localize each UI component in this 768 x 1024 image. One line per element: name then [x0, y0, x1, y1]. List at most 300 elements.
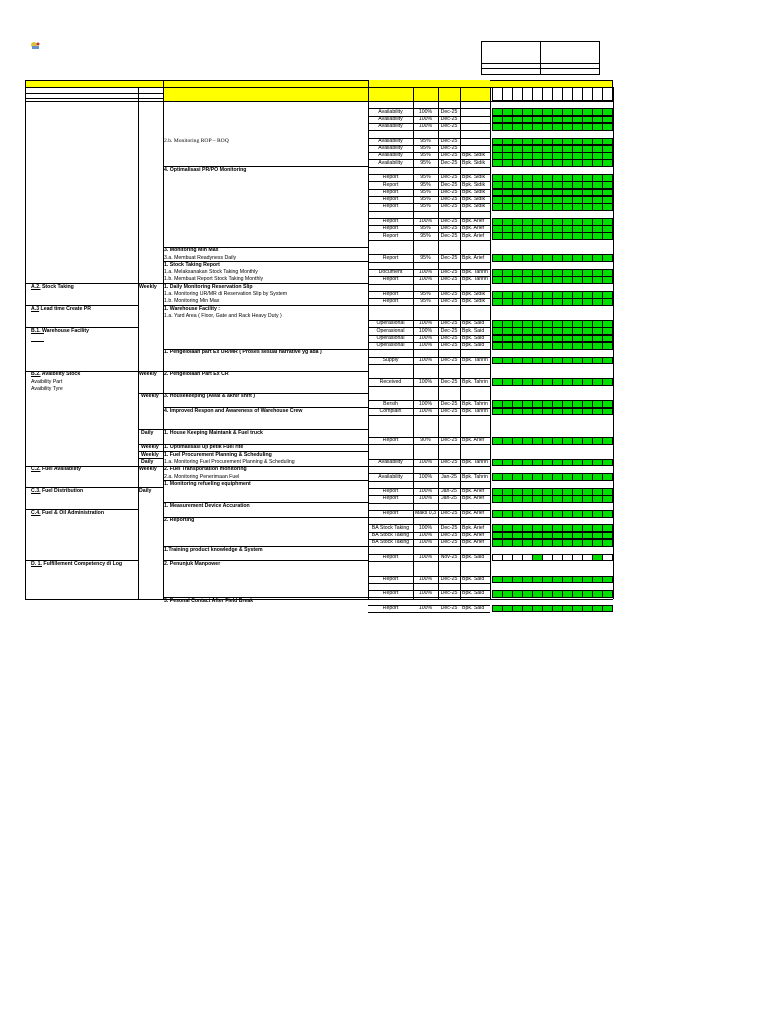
frequency-label: Weekly [141, 444, 159, 451]
task-label: 1. Warehouse Facility : [164, 305, 221, 312]
frequency-rule [138, 487, 163, 488]
marker-dash [31, 341, 44, 342]
group-rule [25, 283, 138, 284]
kpi-target: 100% [418, 123, 433, 130]
kpi-measure: Report [382, 232, 399, 239]
kpi-pic: Bpk. Tahrin [462, 276, 488, 283]
group-title: Fuel Availability [40, 466, 82, 473]
kpi-target: 95% [420, 137, 431, 144]
kpi-measure: Availability [378, 159, 403, 166]
kpi-pic: Bpk. Sidik [462, 174, 486, 181]
kpi-measure: Report [382, 181, 399, 188]
kpi-measure: Document [378, 269, 403, 276]
kpi-target: 100% [418, 473, 433, 480]
task-label: 2.a. Monitoring Penerimaan Fuel [164, 473, 240, 480]
group-rule [25, 371, 138, 372]
frequency-rule [138, 444, 163, 445]
kpi-measure: Report [382, 203, 399, 210]
schedule-cell-done [602, 159, 613, 167]
kpi-rule [368, 597, 490, 598]
kpi-measure: BA Stock Taking [371, 524, 410, 531]
group-title: Stock Taking [40, 283, 74, 290]
group-title: Fuel & Oil Administration [40, 510, 105, 516]
group-label [31, 284, 74, 291]
frequency-label: Daily [141, 458, 154, 465]
frequency-rule [138, 371, 163, 372]
kpi-pic: Bpk. Said [462, 590, 485, 597]
group-rule [25, 327, 138, 328]
kpi-rule [368, 167, 490, 168]
schedule-cell-done [602, 590, 613, 598]
kpi-pic: Bpk. Sidik [462, 203, 486, 210]
kpi-due-date: Dec-25 [440, 152, 458, 159]
kpi-pic: Bpk. Sidik [462, 188, 486, 195]
kpi-measure: Operasional [376, 342, 405, 349]
kpi-rule [368, 211, 490, 212]
task-label: 1. House Keeping Maintank & Fuel truck [164, 429, 263, 436]
kpi-pic: Bpk. Said [462, 575, 485, 582]
kpi-due-date: Dec-25 [440, 291, 458, 297]
frequency-label: Daily [141, 429, 154, 436]
kpi-rule [368, 364, 490, 365]
task-label: 2. Fuel Transportation monitoring [164, 466, 247, 473]
schedule-cell-done [602, 459, 613, 467]
frequency-label: Weekly [139, 283, 157, 290]
schedule-header-cell [602, 87, 613, 101]
kpi-target: 100% [418, 108, 433, 115]
task-rule [163, 429, 368, 430]
task-label: 1.b. Membuat Report Stock Taking Monthly [164, 276, 264, 283]
kpi-pic: Bpk. Tahrin [462, 458, 488, 465]
kpi-target: 95% [420, 181, 431, 188]
kpi-pic: Bpk. Sidik [462, 152, 486, 159]
task-label: 1. Fuel Procurement Planning & Scheduling [164, 451, 272, 458]
kpi-pic: Bpk. Sidik [462, 159, 486, 166]
task-rule [163, 261, 368, 262]
group-title: Fulfillement Competency di Log [41, 561, 123, 568]
schedule-cell-done [602, 203, 613, 211]
kpi-target: 95% [420, 291, 431, 297]
schedule-cell-done [602, 539, 613, 547]
schedule-cell-done [602, 254, 613, 262]
kpi-rule [368, 583, 490, 584]
task-rule [163, 393, 368, 394]
kpi-due-date: Dec-25 [440, 407, 458, 414]
kpi-due-date: Dec-25 [440, 531, 458, 538]
kpi-rule [368, 561, 490, 562]
group-title: Warehouse Facility [40, 327, 90, 334]
kpi-due-date: Dec-25 [440, 123, 458, 130]
kpi-target: 100% [418, 575, 433, 582]
kpi-measure: Availability [378, 115, 403, 122]
frequency-rule [138, 458, 163, 459]
task-label: 2. Penunjuk Manpower [164, 561, 221, 568]
task-label: 2.b. Monitoring ROP – ROQ [164, 137, 229, 144]
kpi-measure: Report [382, 590, 399, 597]
header-cell-kpi [369, 80, 490, 101]
kpi-due-date: Dec-25 [440, 356, 458, 363]
kpi-target: 100% [418, 327, 433, 334]
task-label: 1.a. Monitoring Fuel Procurement Planning & Scheduling [164, 458, 295, 465]
kpi-due-date: Dec-25 [440, 188, 458, 195]
group-code: C.4. [31, 510, 41, 516]
task-rule [163, 560, 368, 561]
kpi-measure: Report [382, 188, 399, 195]
task-label: 1. Stock Taking Report [164, 261, 220, 268]
kpi-pic: Bpk. Said [462, 604, 485, 611]
group-rule [25, 560, 138, 561]
schedule-cell-done [602, 298, 613, 306]
kpi-due-date: Dec-25 [440, 108, 458, 115]
task-label: 3.a. Membuat Readyness Daily [164, 254, 237, 261]
kpi-measure: Report [382, 291, 399, 297]
kpi-measure: Report [382, 218, 399, 224]
kpi-target: 100% [418, 407, 433, 414]
task-label: 2. Pengelolaan Part Ex CR [164, 371, 229, 378]
kpi-rule [368, 466, 490, 467]
kpi-pic: Bpk. Arief [462, 254, 485, 261]
group-title: Lead time Create PR [39, 305, 91, 312]
schedule-cell-done [602, 576, 613, 584]
group-code: D. 1. [31, 561, 42, 568]
column-rule [25, 87, 26, 599]
kpi-pic: Bpk. Arief [462, 437, 485, 443]
frequency-rule [138, 283, 163, 284]
kpi-due-date: Jan-25 [441, 495, 457, 502]
frequency-label: Weekly [141, 393, 159, 400]
header-cell-task [164, 87, 368, 101]
kpi-due-date: Dec-25 [440, 145, 458, 151]
kpi-pic: Bpk. Tahrin [462, 356, 488, 363]
task-label: 1.Training product knowledge & System [164, 546, 263, 553]
kpi-measure: Report [382, 510, 399, 516]
kpi-rule [368, 481, 490, 482]
group-subitem: Avaibility Part [31, 378, 63, 385]
kpi-target: 100% [418, 488, 433, 495]
column-rule [490, 87, 491, 599]
header-rule [25, 98, 163, 99]
task-rule [163, 371, 368, 372]
frequency-rule [138, 429, 163, 430]
task-label: 4. Optimalisasi PR/PO Monitoring [164, 166, 247, 173]
header-rule [25, 80, 163, 81]
group-title: Avaibility Stock [40, 371, 81, 378]
kpi-target: Maks 0,3 [414, 510, 437, 516]
kpi-due-date: Dec-25 [440, 510, 458, 516]
kpi-rule [368, 284, 490, 285]
task-label: 3. Housekeeping (Awal & akhir shift ) [164, 393, 255, 400]
kpi-target: 100% [418, 276, 433, 283]
kpi-due-date: Dec-25 [440, 174, 458, 181]
kpi-due-date: Dec-25 [440, 590, 458, 597]
kpi-pic: Bpk. Tahrin [462, 400, 488, 407]
kpi-rule [368, 612, 490, 613]
kpi-pic: Bpk. Sidik [462, 196, 486, 203]
kpi-measure: Report [382, 495, 399, 502]
kpi-pic: Bpk. Tahrin [462, 473, 488, 480]
kpi-due-date: Dec-25 [440, 334, 458, 341]
kpi-measure: Availability [378, 123, 403, 130]
kpi-measure: Bersih [383, 400, 398, 407]
kpi-target: 100% [418, 495, 433, 502]
group-rule [25, 509, 138, 510]
kpi-target: 95% [420, 203, 431, 210]
task-label: 1.a. Monitoring UR/MR di Reservation Slip by System [164, 291, 288, 297]
schedule-cell-done [602, 408, 613, 416]
kpi-target: 100% [418, 378, 433, 385]
kpi-measure: Report [382, 575, 399, 582]
kpi-due-date: Dec-25 [440, 320, 458, 327]
kpi-measure: Operasional [376, 327, 405, 334]
kpi-due-date: Jan-25 [441, 473, 457, 480]
frequency-label: Weekly [139, 371, 157, 378]
kpi-target: 95% [420, 232, 431, 239]
schedule-cell-done [602, 495, 613, 503]
group-rule [25, 487, 138, 488]
kpi-pic: Bpk. Arief [462, 225, 485, 232]
kpi-measure: BA Stock Taking [371, 531, 410, 538]
kpi-due-date: Dec-25 [440, 342, 458, 349]
kpi-target: 100% [418, 400, 433, 407]
task-label: 2. Reporting [164, 517, 195, 524]
kpi-pic: Bpk. Said [462, 334, 485, 341]
kpi-target: 95% [420, 196, 431, 203]
kpi-measure: Report [382, 196, 399, 203]
kpi-measure: Report [382, 604, 399, 611]
kpi-rule [368, 240, 490, 241]
kpi-pic: Bpk. Tahrin [462, 378, 488, 385]
kpi-target: 95% [420, 188, 431, 195]
header-rule [25, 101, 163, 102]
kpi-measure: Received [379, 378, 402, 385]
kpi-measure: Report [382, 254, 399, 261]
kpi-pic: Bpk. Said [462, 553, 485, 560]
kpi-due-date: Dec-25 [440, 276, 458, 283]
kpi-due-date: Dec-25 [440, 524, 458, 531]
table-bottom-rule [25, 599, 613, 600]
group-code: A.3 [31, 305, 40, 312]
task-rule [163, 517, 368, 518]
task-label: 1. Monitoring refueling equiphment [164, 480, 251, 487]
column-rule [163, 80, 164, 87]
task-label: 3. Monitoring Min Max [164, 247, 219, 254]
column-rule [613, 87, 614, 599]
kpi-measure: Availability [378, 152, 403, 159]
kpi-due-date: Dec-25 [440, 575, 458, 582]
task-rule [163, 451, 368, 452]
kpi-due-date: Dec-25 [440, 378, 458, 385]
kpi-pic: Bpk. Arief [462, 488, 485, 495]
kpi-due-date: Dec-25 [440, 137, 458, 144]
schedule-cell-empty [602, 554, 613, 562]
kpi-pic: Bpk. Arief [462, 495, 485, 502]
group-label [31, 306, 91, 313]
kpi-due-date: Dec-25 [440, 159, 458, 166]
kpi-pic: Bpk. Sidik [462, 181, 486, 188]
task-rule [163, 466, 368, 467]
schedule-cell-done [602, 276, 613, 284]
kpi-measure: Availability [378, 108, 403, 115]
kpi-pic: Bpk. Said [462, 320, 485, 327]
kpi-target: 90% [420, 437, 431, 443]
frequency-label: Weekly [139, 466, 157, 473]
task-rule [163, 283, 368, 284]
kpi-target: 100% [418, 356, 433, 363]
frequency-label: Daily [139, 488, 152, 495]
task-rule [163, 166, 368, 167]
kpi-measure: Report [382, 488, 399, 495]
group-code: C.3. [31, 488, 41, 495]
kpi-target: 100% [418, 320, 433, 327]
kpi-rule [368, 415, 490, 416]
column-rule [368, 80, 369, 87]
header-rule [25, 93, 163, 94]
group-label [31, 371, 80, 378]
kpi-pic: Bpk. Arief [462, 539, 485, 546]
kpi-measure: Availability [378, 145, 403, 151]
kpi-measure: Complain [379, 407, 402, 414]
frequency-label: Weekly [141, 451, 159, 458]
group-label [31, 561, 122, 568]
task-label: 1. Daily Monitoring Reservation Slip [164, 283, 253, 290]
kpi-target: 95% [420, 298, 431, 305]
kpi-measure: Availability [378, 473, 403, 480]
task-rule [163, 407, 368, 408]
kpi-rule [368, 546, 490, 547]
kpi-target: 100% [418, 604, 433, 611]
task-label: 1.b. Monitoring Min Max [164, 298, 220, 305]
kpi-due-date: Dec-25 [440, 203, 458, 210]
kpi-target: 95% [420, 225, 431, 232]
kpi-rule [368, 386, 490, 387]
kpi-target: 100% [418, 553, 433, 560]
task-rule [163, 305, 368, 306]
kpi-target: 95% [420, 254, 431, 261]
group-rule [25, 305, 138, 306]
kpi-due-date: Dec-25 [440, 400, 458, 407]
kpi-pic: Bpk. Said [462, 327, 485, 334]
schedule-cell-done [602, 232, 613, 240]
kpi-rule [368, 349, 490, 350]
kpi-measure: Availability [378, 137, 403, 144]
kpi-measure: Report [382, 174, 399, 181]
task-label: 1.a. Melaksanakan Stock Taking Monthly [164, 269, 258, 276]
schedule-cell-done [602, 510, 613, 518]
kpi-measure: Report [382, 225, 399, 232]
kpi-target: 100% [418, 218, 433, 224]
task-rule [163, 247, 368, 248]
kpi-due-date: Dec-25 [440, 604, 458, 611]
task-rule [163, 444, 368, 445]
kpi-due-date: Dec-25 [440, 437, 458, 443]
kpi-target: 100% [418, 458, 433, 465]
kpi-target: 95% [420, 174, 431, 181]
task-label: 1.a. Yard Area ( Floor, Gate and Rack Heavy Duty ) [164, 312, 282, 319]
kpi-pic: Bpk. Sidik [462, 291, 486, 297]
group-code: A.2. [31, 283, 41, 290]
kpi-measure: Availability [378, 458, 403, 465]
kpi-pic: Bpk. Arief [462, 218, 485, 224]
kpi-target: 100% [418, 590, 433, 597]
kpi-pic: Bpk. Arief [462, 524, 485, 531]
kpi-rule [368, 305, 490, 306]
group-code: B.2. [31, 371, 41, 378]
kpi-due-date: Dec-25 [440, 181, 458, 188]
kpi-measure: Supply [382, 356, 399, 363]
kpi-due-date: Dec-25 [440, 254, 458, 261]
kpi-measure: Report [382, 553, 399, 560]
kpi-pic: Bpk. Tahrin [462, 407, 488, 414]
kpi-due-date: Dec-25 [440, 196, 458, 203]
group-subitem: Avaibility Tyre [31, 385, 63, 392]
sheet-header-band [25, 80, 613, 87]
kpi-due-date: Dec-25 [440, 218, 458, 224]
kpi-rule [368, 444, 490, 445]
header-rule [25, 87, 163, 88]
column-rule [138, 87, 139, 599]
kpi-target: 100% [418, 524, 433, 531]
schedule-cell-done [602, 473, 613, 481]
task-rule [163, 546, 368, 547]
task-label: 3. Pesonal Contact After Field Break [164, 597, 254, 604]
kpi-target: 95% [420, 159, 431, 166]
kpi-pic: Bpk. Arief [462, 232, 485, 239]
kpi-pic: Bpk. Sidik [462, 298, 486, 305]
kpi-due-date: Dec-25 [440, 232, 458, 239]
kpi-target: 100% [418, 342, 433, 349]
group-label [31, 510, 104, 517]
kpi-target: 100% [418, 539, 433, 546]
company-logo-icon [29, 41, 41, 51]
kpi-measure: Operasional [376, 320, 405, 327]
frequency-rule [138, 451, 163, 452]
header-rule [163, 101, 613, 102]
task-label: 1. Measurement Device Accuration [164, 502, 250, 509]
task-label: 1. Pengelolaan part Ex UR/MR ( Proses sesuai narrative yg ada ) [164, 349, 322, 356]
kpi-measure: Report [382, 437, 399, 443]
kpi-pic: Bpk. Arief [462, 531, 485, 538]
kpi-measure: BA Stock Taking [371, 539, 410, 546]
column-rule [460, 87, 461, 599]
kpi-target: 100% [418, 334, 433, 341]
schedule-cell-done [602, 437, 613, 445]
kpi-due-date: Dec-25 [440, 327, 458, 334]
task-rule [163, 597, 368, 598]
kpi-pic: Bpk. Tahrin [462, 269, 488, 276]
schedule-cell-done [602, 378, 613, 386]
kpi-target: 100% [418, 115, 433, 122]
kpi-due-date: Dec-25 [440, 458, 458, 465]
kpi-due-date: Nov-25 [440, 553, 458, 560]
kpi-due-date: Dec-25 [440, 115, 458, 122]
group-title: Fuel Distribution [40, 488, 84, 495]
kpi-rule [368, 503, 490, 504]
frequency-rule [138, 393, 163, 394]
kpi-due-date: Dec-25 [440, 539, 458, 546]
kpi-measure: Report [382, 298, 399, 305]
kpi-rule [368, 517, 490, 518]
schedule-cell-done [602, 123, 613, 131]
kpi-measure: Report [382, 276, 399, 283]
kpi-pic: Bpk. Arief [462, 510, 485, 516]
task-rule [163, 502, 368, 503]
kpi-target: 95% [420, 145, 431, 151]
kpi-due-date: Dec-25 [440, 298, 458, 305]
schedule-cell-done [602, 342, 613, 350]
group-code: B.1. [31, 327, 41, 334]
task-rule [163, 349, 368, 350]
group-label [31, 466, 81, 473]
